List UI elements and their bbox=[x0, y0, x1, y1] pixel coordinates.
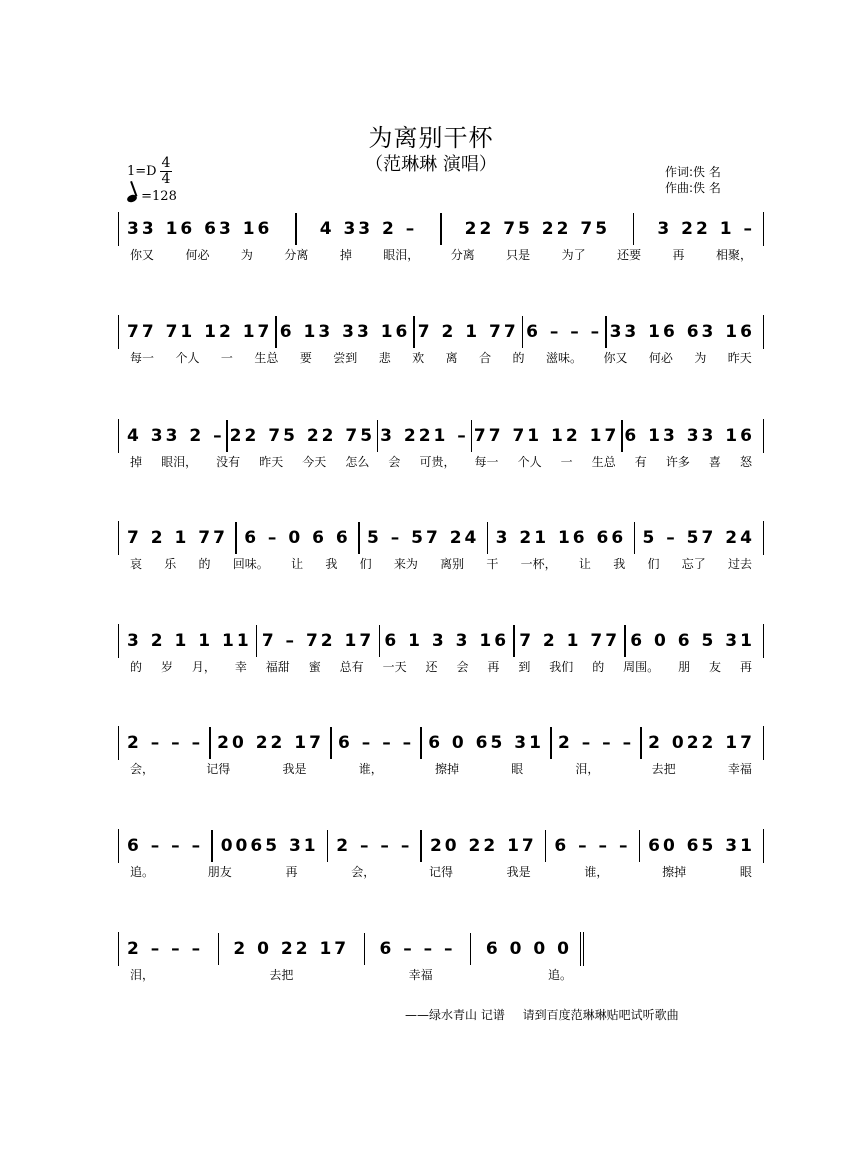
lyric: 周围。 bbox=[623, 660, 660, 674]
lyric: 让 bbox=[291, 557, 304, 571]
measure: 22 75 22 75 bbox=[464, 219, 611, 239]
lyric: 你又 bbox=[603, 351, 628, 365]
staff-system-1 bbox=[118, 212, 764, 282]
measure: 22 75 22 75 bbox=[229, 426, 376, 446]
lyric: 你又 bbox=[130, 248, 155, 262]
lyric: 离别 bbox=[440, 557, 465, 571]
composer: 作曲:佚 名 bbox=[665, 181, 721, 195]
barline bbox=[364, 933, 366, 965]
notation-line bbox=[118, 726, 764, 760]
notation-line bbox=[118, 212, 764, 246]
lyric: 一 bbox=[560, 455, 573, 469]
measure: 7 2 1 77 bbox=[519, 631, 621, 651]
measure: 60 65 31 bbox=[648, 836, 755, 856]
lyric: 的 bbox=[512, 351, 525, 365]
staff-system-4 bbox=[118, 521, 764, 591]
lyric: 每一 bbox=[130, 351, 155, 365]
time-signature-bottom: 4 bbox=[161, 171, 171, 187]
measure: 6 – – – bbox=[127, 836, 204, 856]
lyric: 何必 bbox=[185, 248, 210, 262]
barline bbox=[470, 933, 472, 965]
notation-line bbox=[118, 419, 764, 453]
measure: 33 16 63 16 bbox=[609, 322, 755, 342]
lyric: 许多 bbox=[665, 455, 690, 469]
barline bbox=[420, 727, 422, 759]
key-signature: 1=D bbox=[127, 164, 157, 179]
barline bbox=[513, 625, 515, 657]
lyric: 何必 bbox=[648, 351, 673, 365]
barline bbox=[275, 316, 277, 348]
notation-line bbox=[118, 932, 584, 966]
lyric: 记得 bbox=[428, 865, 453, 879]
lyric: 要 bbox=[299, 351, 312, 365]
lyric: 分离 bbox=[284, 248, 309, 262]
lyric: 昨天 bbox=[727, 351, 752, 365]
measure: 6 13 33 16 bbox=[624, 426, 755, 446]
measure: 6 0 65 31 bbox=[428, 733, 544, 753]
lyric: 尝到 bbox=[333, 351, 358, 365]
lyric: 再 bbox=[739, 660, 752, 674]
lyrics-line bbox=[118, 349, 764, 367]
measure: 6 1 3 3 16 bbox=[384, 631, 510, 651]
lyrics-line bbox=[118, 555, 764, 573]
lyric: 哀 bbox=[130, 557, 143, 571]
lyric: 朋 bbox=[678, 660, 691, 674]
notation-line bbox=[118, 829, 764, 863]
lyric: 谁， bbox=[358, 762, 383, 776]
tempo-value: =128 bbox=[141, 189, 177, 204]
lyric: 再 bbox=[487, 660, 500, 674]
lyric: 追。 bbox=[547, 968, 572, 982]
lyric: 们 bbox=[647, 557, 660, 571]
lyric: 忘了 bbox=[681, 557, 706, 571]
measure: 2 – – – bbox=[127, 939, 204, 959]
lyric: 干 bbox=[486, 557, 499, 571]
barline bbox=[471, 420, 473, 452]
lyric: 怎么 bbox=[345, 455, 370, 469]
measure: 77 71 12 17 bbox=[127, 322, 273, 342]
lyric: 离 bbox=[445, 351, 458, 365]
lyrics-line bbox=[118, 863, 764, 881]
barline bbox=[226, 420, 228, 452]
lyric: 的 bbox=[130, 660, 143, 674]
staff-system-3 bbox=[118, 419, 764, 489]
lyric: 一天 bbox=[382, 660, 407, 674]
lyric: 昨天 bbox=[259, 455, 284, 469]
lyric: 怒 bbox=[739, 455, 752, 469]
lyric: 合 bbox=[479, 351, 492, 365]
measure: 5 – 57 24 bbox=[366, 528, 480, 548]
time-signature bbox=[160, 156, 172, 187]
measure: 6 0 6 5 31 bbox=[630, 631, 755, 651]
lyric: 岁 bbox=[160, 660, 173, 674]
measure: 6 13 33 16 bbox=[279, 322, 411, 342]
lyric: 一杯， bbox=[520, 557, 557, 571]
measure: 2 – – – bbox=[336, 836, 413, 856]
lyric: 来为 bbox=[393, 557, 418, 571]
lyric: 为 bbox=[240, 248, 253, 262]
lyric: 会， bbox=[351, 865, 376, 879]
lyric: 去把 bbox=[269, 968, 294, 982]
lyric: 蜜 bbox=[308, 660, 321, 674]
lyric: 友 bbox=[709, 660, 722, 674]
lyric: 眼泪， bbox=[161, 455, 198, 469]
barline bbox=[440, 213, 442, 245]
lyrics-line bbox=[118, 246, 764, 264]
barline bbox=[358, 522, 360, 554]
lyric: 还 bbox=[425, 660, 438, 674]
measure: 4 33 2 – bbox=[127, 426, 225, 446]
measure: 2 022 17 bbox=[648, 733, 755, 753]
barline bbox=[295, 213, 297, 245]
lyric: 为 bbox=[694, 351, 707, 365]
measure: 6 – 0 6 6 bbox=[244, 528, 351, 548]
lyric: 分离 bbox=[450, 248, 475, 262]
measure: 5 – 57 24 bbox=[642, 528, 755, 548]
barline bbox=[256, 625, 258, 657]
lyric: 生总 bbox=[254, 351, 279, 365]
measure: 7 2 1 77 bbox=[417, 322, 519, 342]
lyric: 再 bbox=[285, 865, 298, 879]
lyric: 一 bbox=[220, 351, 233, 365]
lyric: 福甜 bbox=[265, 660, 290, 674]
notation-line bbox=[118, 315, 764, 349]
lyric: 滋味。 bbox=[545, 351, 582, 365]
listen-note: 请到百度范琳琳贴吧试听歌曲 bbox=[522, 1008, 679, 1022]
staff-system-6 bbox=[118, 726, 764, 796]
barline bbox=[545, 830, 547, 862]
footer bbox=[405, 1006, 693, 1023]
lyric: 会， bbox=[130, 762, 155, 776]
barline bbox=[605, 316, 607, 348]
barline bbox=[327, 830, 329, 862]
staff-system-2 bbox=[118, 315, 764, 385]
measure: 2 – – – bbox=[557, 733, 635, 753]
lyric: 会 bbox=[388, 455, 401, 469]
lyric: 还要 bbox=[617, 248, 642, 262]
lyric: 的 bbox=[592, 660, 605, 674]
lyric: 没有 bbox=[216, 455, 241, 469]
lyric: 们 bbox=[359, 557, 372, 571]
lyric: 有 bbox=[634, 455, 647, 469]
lyrics-line bbox=[118, 658, 764, 676]
lyric: 悲 bbox=[378, 351, 391, 365]
lyric: 可贵， bbox=[419, 455, 456, 469]
lyric: 记得 bbox=[206, 762, 231, 776]
measure: 20 22 17 bbox=[429, 836, 537, 856]
lyric: 我是 bbox=[506, 865, 531, 879]
lyric: 只是 bbox=[506, 248, 531, 262]
lyric: 去把 bbox=[651, 762, 676, 776]
lyric: 我 bbox=[325, 557, 338, 571]
lyric: 生总 bbox=[591, 455, 616, 469]
measure: 3 2 1 1 11 bbox=[127, 631, 252, 651]
measure: 7 – 72 17 bbox=[261, 631, 375, 651]
tempo-marking bbox=[127, 189, 177, 204]
lyric: 我们 bbox=[549, 660, 574, 674]
lyric: 眼 bbox=[739, 865, 752, 879]
lyric: 泪， bbox=[575, 762, 600, 776]
measure: 4 33 2 – bbox=[319, 219, 418, 239]
lyric: 掉 bbox=[339, 248, 352, 262]
lyric: 过去 bbox=[727, 557, 752, 571]
repeat-end-barline bbox=[211, 830, 213, 862]
lyric: 每一 bbox=[474, 455, 499, 469]
lyric: 擦掉 bbox=[662, 865, 687, 879]
lyric: 幸 bbox=[234, 660, 247, 674]
measure: 20 22 17 bbox=[217, 733, 324, 753]
lyric: 今天 bbox=[302, 455, 327, 469]
lyric: 月， bbox=[191, 660, 216, 674]
measure: 6 – – – bbox=[338, 733, 415, 753]
measure: 2 0 22 17 bbox=[233, 939, 350, 959]
barline bbox=[413, 316, 415, 348]
lyric: 擦掉 bbox=[434, 762, 459, 776]
lyric: 眼泪， bbox=[383, 248, 420, 262]
measure: 0065 31 bbox=[220, 836, 319, 856]
lyric: 掉 bbox=[130, 455, 143, 469]
barline bbox=[379, 625, 381, 657]
staff-system-5 bbox=[118, 624, 764, 694]
lyric: 喜 bbox=[708, 455, 721, 469]
lyric: 相聚， bbox=[715, 248, 752, 262]
lyric: 让 bbox=[578, 557, 591, 571]
barline bbox=[639, 830, 641, 862]
notation-line bbox=[118, 521, 764, 555]
barline bbox=[634, 522, 636, 554]
barline bbox=[624, 625, 626, 657]
barline bbox=[640, 727, 642, 759]
barline bbox=[330, 727, 332, 759]
notation-line bbox=[118, 624, 764, 658]
staff-system-7 bbox=[118, 829, 764, 899]
lyric: 泪， bbox=[130, 968, 155, 982]
barline bbox=[218, 933, 220, 965]
lyric: 的 bbox=[198, 557, 211, 571]
lyrics-line bbox=[118, 453, 764, 471]
barline bbox=[420, 830, 422, 862]
lyric: 我是 bbox=[282, 762, 307, 776]
barline bbox=[633, 213, 635, 245]
lyrics-line bbox=[118, 966, 584, 984]
song-subtitle: （范琳琳 演唱） bbox=[365, 154, 497, 175]
barline bbox=[621, 420, 623, 452]
barline bbox=[235, 522, 237, 554]
measure: 6 – – – bbox=[554, 836, 631, 856]
barline bbox=[487, 522, 489, 554]
measure: 3 22 1 – bbox=[657, 219, 755, 239]
lyric: 乐 bbox=[164, 557, 177, 571]
barline bbox=[209, 727, 211, 759]
time-signature-top: 4 bbox=[161, 155, 171, 171]
measure: 77 71 12 17 bbox=[473, 426, 620, 446]
measure: 6 – – – bbox=[526, 322, 603, 342]
lyric: 谁， bbox=[584, 865, 609, 879]
measure: 33 16 63 16 bbox=[127, 219, 273, 239]
lyric: 总有 bbox=[339, 660, 364, 674]
measure: 6 – – – bbox=[379, 939, 456, 959]
measure: 2 – – – bbox=[127, 733, 204, 753]
lyric: 欢 bbox=[412, 351, 425, 365]
lyric: 追。 bbox=[130, 865, 155, 879]
quarter-note-icon bbox=[126, 194, 138, 204]
barline bbox=[550, 727, 552, 759]
lyric: 个人 bbox=[517, 455, 542, 469]
song-title: 为离别干杯 bbox=[368, 124, 494, 152]
lyric: 我 bbox=[613, 557, 626, 571]
lyricist: 作词:佚 名 bbox=[665, 165, 721, 179]
measure: 3 21 16 66 bbox=[495, 528, 627, 548]
lyric: 眼 bbox=[511, 762, 524, 776]
lyric: 回味。 bbox=[232, 557, 269, 571]
lyric: 会 bbox=[456, 660, 469, 674]
credits bbox=[665, 164, 721, 196]
barline bbox=[522, 316, 524, 348]
lyrics-line bbox=[118, 760, 764, 778]
lyric: 再 bbox=[672, 248, 685, 262]
lyric: 到 bbox=[518, 660, 531, 674]
lyric: 个人 bbox=[175, 351, 200, 365]
measure: 7 2 1 77 bbox=[127, 528, 228, 548]
staff-system-8 bbox=[118, 932, 584, 1002]
lyric: 朋友 bbox=[207, 865, 232, 879]
lyric: 幸福 bbox=[727, 762, 752, 776]
measure: 3 221 – bbox=[380, 426, 469, 446]
lyric: 为了 bbox=[561, 248, 586, 262]
measure: 6 0 0 0 bbox=[485, 939, 572, 959]
transcriber-credit: ——绿水青山 记谱 bbox=[405, 1008, 505, 1022]
barline bbox=[377, 420, 379, 452]
lyric: 幸福 bbox=[408, 968, 433, 982]
